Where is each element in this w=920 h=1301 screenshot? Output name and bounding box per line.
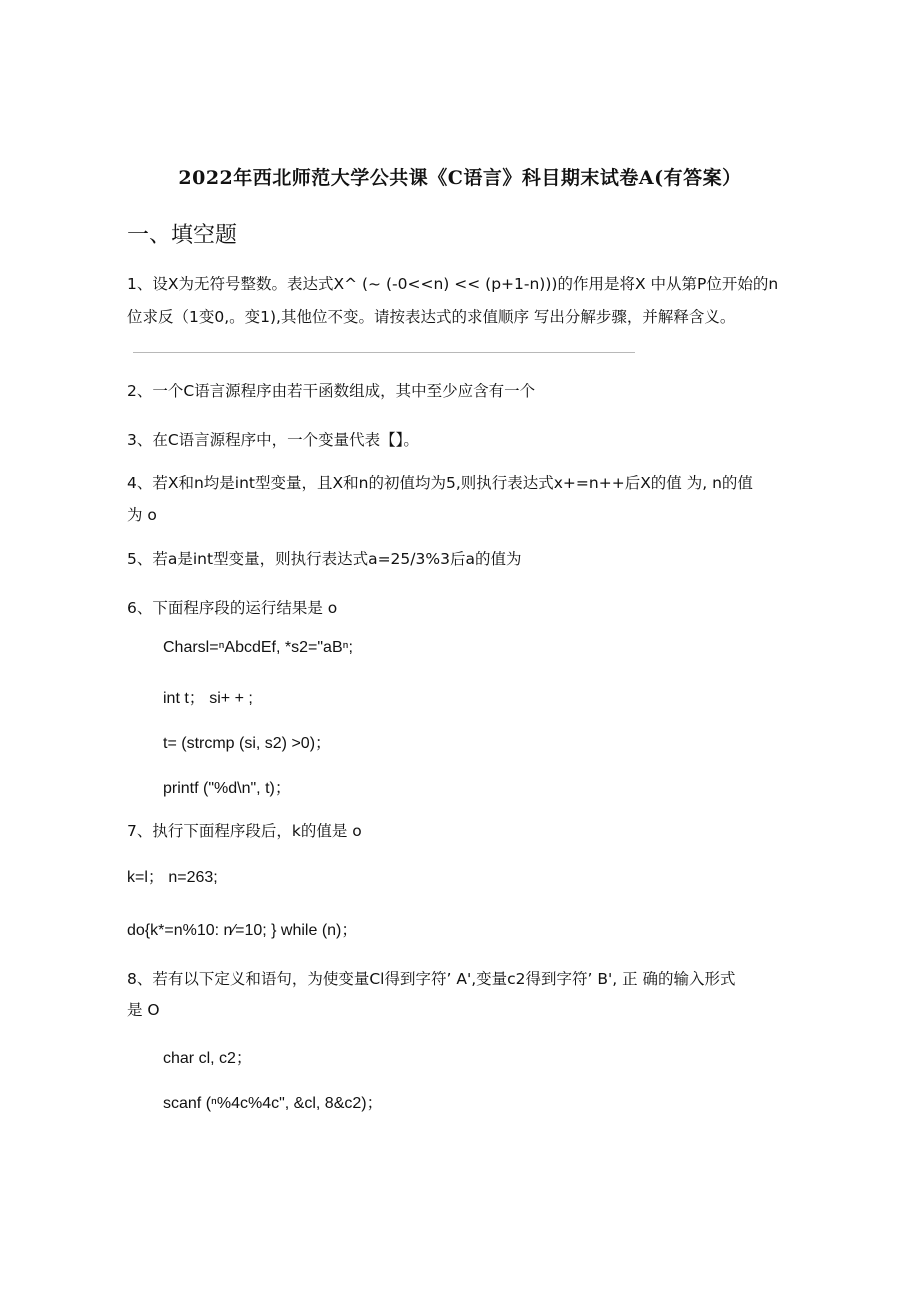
question-7-stem: 7、执行下面程序段后，k的值是 o [127, 822, 362, 840]
question-1-line-1: 1、设X为无符号整数。表达式X^ (~ (-0<<n) << (p+1-n)))的作用是将X 中从第P位开始的n [127, 275, 779, 293]
question-5: 5、若a是int型变量，则执行表达式a=25∕3%3后a的值为 [127, 550, 522, 568]
code-line: printf ("%d\n", t)； [163, 780, 291, 797]
code-line: do{k*=n%10: n∕=10; } while (n)； [127, 922, 358, 939]
question-1-line-2: 位求反（1变0,。变1),其他位不变。请按表达式的求值顺序 写出分解步骤，并解释含义。 [127, 308, 736, 326]
code-line: k=l； n=263; [127, 869, 218, 886]
question-4-line-2: 为 o [127, 506, 157, 524]
question-3: 3、在C语言源程序中，一个变量代表【】。 [127, 431, 419, 449]
section-heading: 一、填空题 [127, 223, 238, 248]
question-8-line-1: 8、若有以下定义和语句，为使变量Cl得到字符’ A',变量c2得到字符’ B', 正 确的输入形式 [127, 970, 736, 988]
question-4-line-1: 4、若X和n均是int型变量，且X和n的初值均为5,则执行表达式x+=n++后X的值 为, n的值 [127, 474, 753, 492]
question-2: 2、一个C语言源程序由若干函数组成，其中至少应含有一个 [127, 382, 536, 400]
code-line: char cl, c2； [163, 1050, 252, 1067]
code-line: int t； si+ + ; [163, 690, 253, 707]
answer-blank-line [133, 352, 635, 353]
document-title: 2022年西北师范大学公共课《C语言》科目期末试卷A(有答案） [178, 167, 742, 189]
code-line: t= (strcmp (si, s2) >0)； [163, 735, 332, 752]
code-line: scanf (ⁿ%4c%4c", &cl, 8&c2)； [163, 1095, 383, 1112]
question-8-line-2: 是 O [127, 1001, 160, 1019]
code-line: Charsl=ⁿAbcdEf, *s2="aBⁿ; [163, 639, 353, 656]
question-6-stem: 6、下面程序段的运行结果是 o [127, 599, 338, 617]
